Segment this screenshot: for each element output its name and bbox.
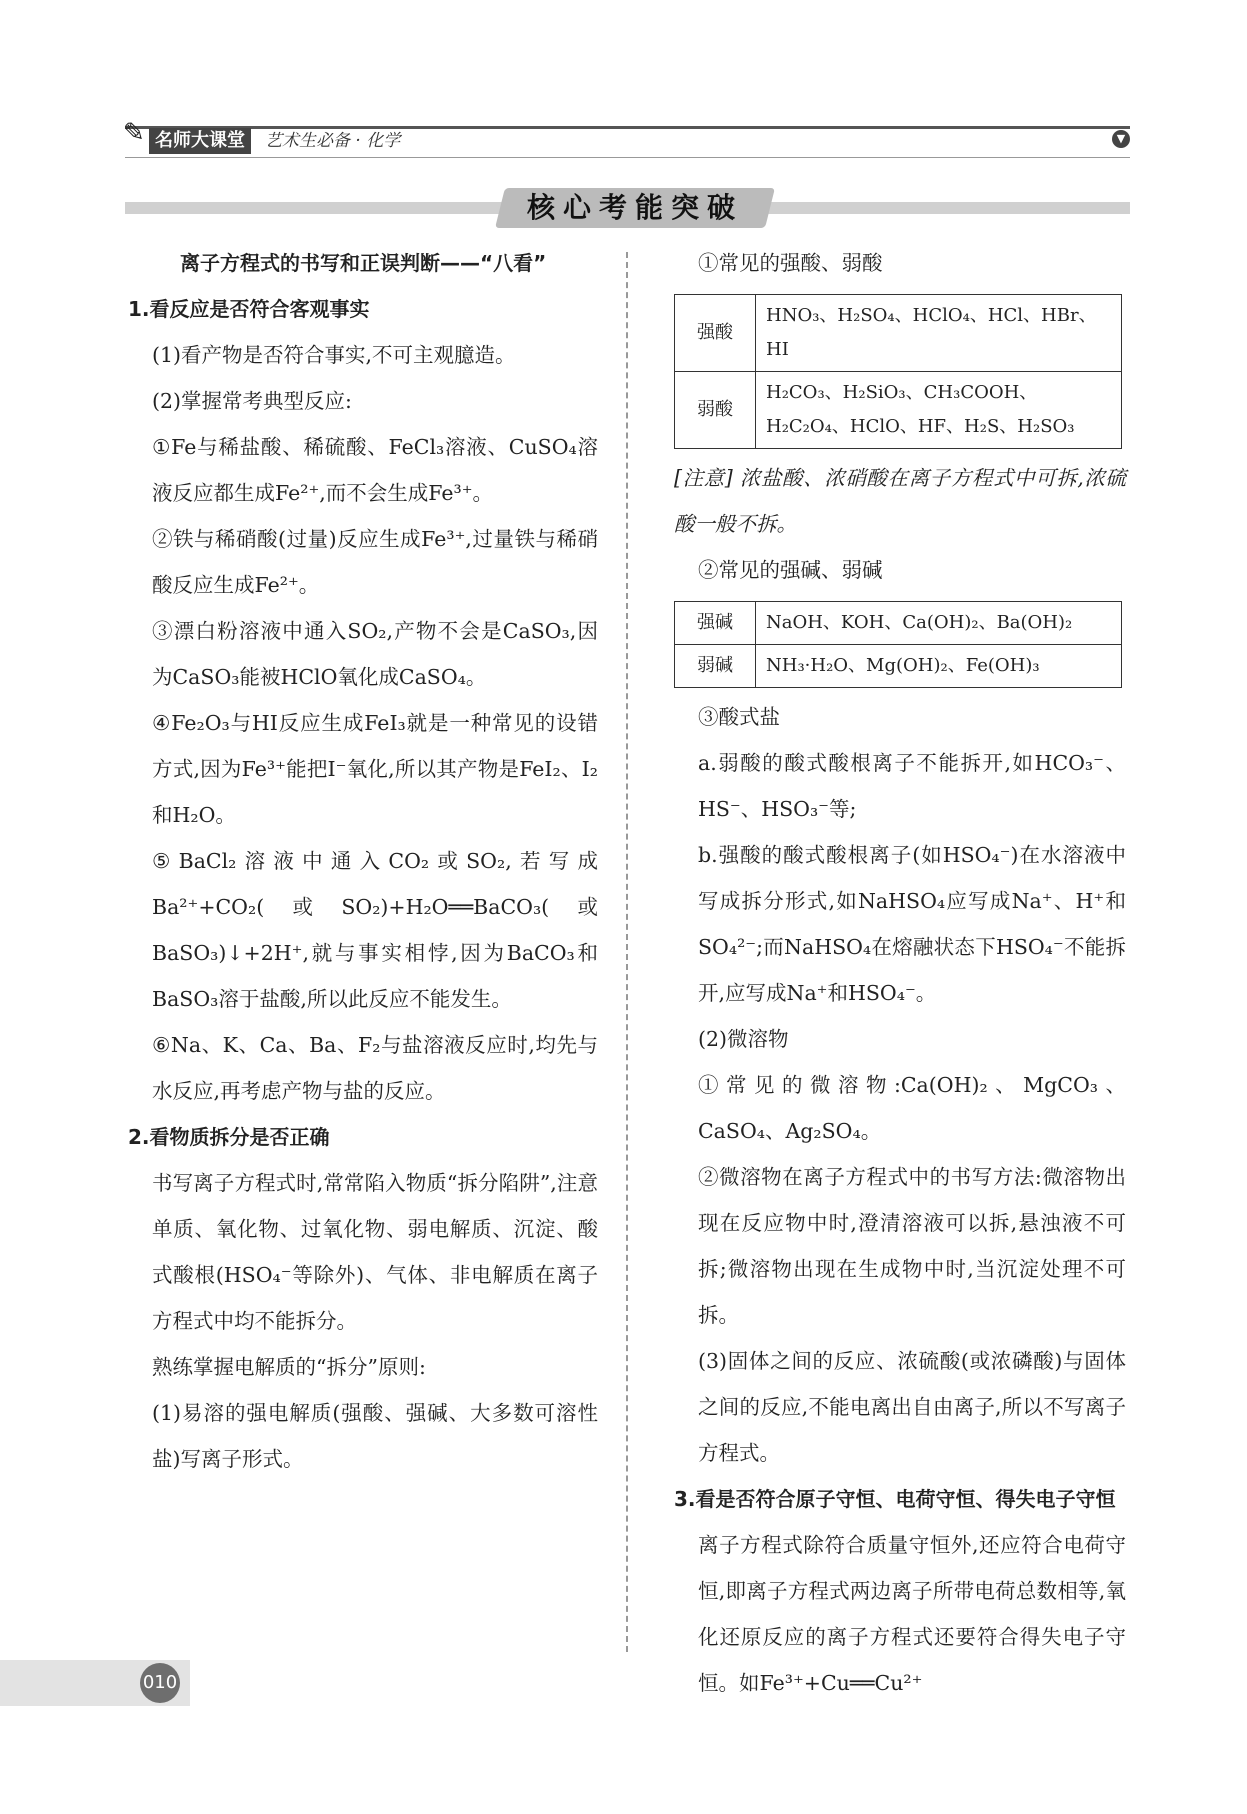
left-paragraph: ⑥Na、K、Ca、Ba、F₂与盐溶液反应时,均先与水反应,再考虑产物与盐的反应。 (152, 1033, 598, 1103)
base-intro: ②常见的强碱、弱碱 (698, 558, 883, 582)
column-divider (626, 252, 628, 1652)
pen-icon: ✎ (123, 118, 145, 148)
section-title: 核心考能突破 (526, 191, 743, 224)
left-paragraph: 书写离子方程式时,常常陷入物质“拆分陷阱”,注意单质、氧化物、过氧化物、弱电解质、沉淀、酸式酸根(HSO₄⁻等除外)、气体、非电解质在离子方程式中均不能拆分。 (152, 1171, 598, 1333)
book-subtitle: 艺术生必备 · 化学 (265, 131, 401, 151)
left-paragraph: (2)掌握常考典型反应: (152, 389, 352, 413)
right-column (674, 240, 1126, 1706)
base-val-weak: NH₃·H₂O、Mg(OH)₂、Fe(OH)₃ (756, 645, 1122, 688)
right-paragraph: ②微溶物在离子方程式中的书写方法:微溶物出现在反应物中时,澄清溶液可以拆,悬浊液不可拆;微溶物出现在生成物中时,当沉淀处理不可拆。 (698, 1165, 1126, 1327)
base-table (674, 601, 1122, 688)
right-paragraph: (2)微溶物 (698, 1027, 789, 1051)
right-paragraph: 3.看是否符合原子守恒、电荷守恒、得失电子守恒 (674, 1487, 1116, 1511)
running-header (123, 118, 1130, 160)
left-paragraph: 1.看反应是否符合客观事实 (128, 297, 370, 321)
page-number: 010 (140, 1663, 180, 1703)
left-paragraph: 离子方程式的书写和正误判断——“八看” (180, 251, 547, 275)
acid-table (674, 294, 1122, 449)
left-paragraph: ①Fe与稀盐酸、稀硫酸、FeCl₃溶液、CuSO₄溶液反应都生成Fe²⁺,而不会生成Fe³⁺。 (152, 435, 598, 505)
right-paragraph: b.强酸的酸式酸根离子(如HSO₄⁻)在水溶液中写成拆分形式,如NaHSO₄应写成Na⁺、H⁺和SO₄²⁻;而NaHSO₄在熔融状态下HSO₄⁻不能拆开,应写成Na⁺和HSO₄⁻。 (698, 843, 1126, 1005)
left-paragraph: ⑤BaCl₂溶液中通入CO₂或SO₂,若写成Ba²⁺+CO₂(或SO₂)+H₂O══BaCO₃(或BaSO₃)↓+2H⁺,就与事实相悖,因为BaCO₃和BaSO₃溶于盐酸,所以此反应不能发生。 (152, 849, 598, 1011)
base-val-strong: NaOH、KOH、Ca(OH)₂、Ba(OH)₂ (756, 602, 1122, 645)
acid-val-strong: HNO₃、H₂SO₄、HClO₄、HCl、HBr、HI (756, 295, 1122, 372)
section-banner (125, 188, 1130, 232)
note-text: [注意] 浓盐酸、浓硝酸在离子方程式中可拆,浓硫酸一般不拆。 (674, 466, 1126, 536)
table-row (675, 295, 1122, 372)
left-paragraph: (1)看产物是否符合事实,不可主观臆造。 (152, 343, 516, 367)
right-paragraph: ③酸式盐 (698, 705, 780, 729)
left-column (128, 240, 598, 1482)
left-paragraph: 2.看物质拆分是否正确 (128, 1125, 330, 1149)
left-paragraph: ④Fe₂O₃与HI反应生成FeI₃就是一种常见的设错方式,因为Fe³⁺能把I⁻氧化,所以其产物是FeI₂、I₂和H₂O。 (152, 711, 598, 827)
right-paragraph: 离子方程式除符合质量守恒外,还应符合电荷守恒,即离子方程式两边离子所带电荷总数相等,氧化还原反应的离子方程式还要符合得失电子守恒。如Fe³⁺+Cu══Cu²⁺ (698, 1533, 1126, 1695)
left-paragraph: ③漂白粉溶液中通入SO₂,产物不会是CaSO₃,因为CaSO₃能被HClO氧化成CaSO₄。 (152, 619, 598, 689)
base-key-weak: 弱碱 (675, 645, 756, 688)
left-paragraph: (1)易溶的强电解质(强酸、强碱、大多数可溶性盐)写离子形式。 (152, 1401, 598, 1471)
right-paragraph: a.弱酸的酸式酸根离子不能拆开,如HCO₃⁻、HS⁻、HSO₃⁻等; (698, 751, 1126, 821)
base-key-strong: 强碱 (675, 602, 756, 645)
acid-key-strong: 强酸 (675, 295, 756, 372)
table-row (675, 602, 1122, 645)
book-brand: 名师大课堂 (149, 128, 251, 154)
page-number-band (0, 1660, 190, 1706)
right-paragraph: ①常见的微溶物:Ca(OH)₂、MgCO₃、CaSO₄、Ag₂SO₄。 (698, 1073, 1126, 1143)
left-paragraph: ②铁与稀硝酸(过量)反应生成Fe³⁺,过量铁与稀硝酸反应生成Fe²⁺。 (152, 527, 598, 597)
acid-val-weak: H₂CO₃、H₂SiO₃、CH₃COOH、H₂C₂O₄、HClO、HF、H₂S、H₂SO₃ (756, 372, 1122, 449)
acid-intro: ①常见的强酸、弱酸 (698, 251, 883, 275)
table-row (675, 645, 1122, 688)
table-row (675, 372, 1122, 449)
acid-key-weak: 弱酸 (675, 372, 756, 449)
left-paragraph: 熟练掌握电解质的“拆分”原则: (152, 1355, 426, 1379)
triangle-down-icon: ▼ (1112, 130, 1130, 148)
right-paragraphs (674, 694, 1126, 1706)
right-paragraph: (3)固体之间的反应、浓硫酸(或浓磷酸)与固体之间的反应,不能电离出自由离子,所以不写离子方程式。 (698, 1349, 1126, 1465)
